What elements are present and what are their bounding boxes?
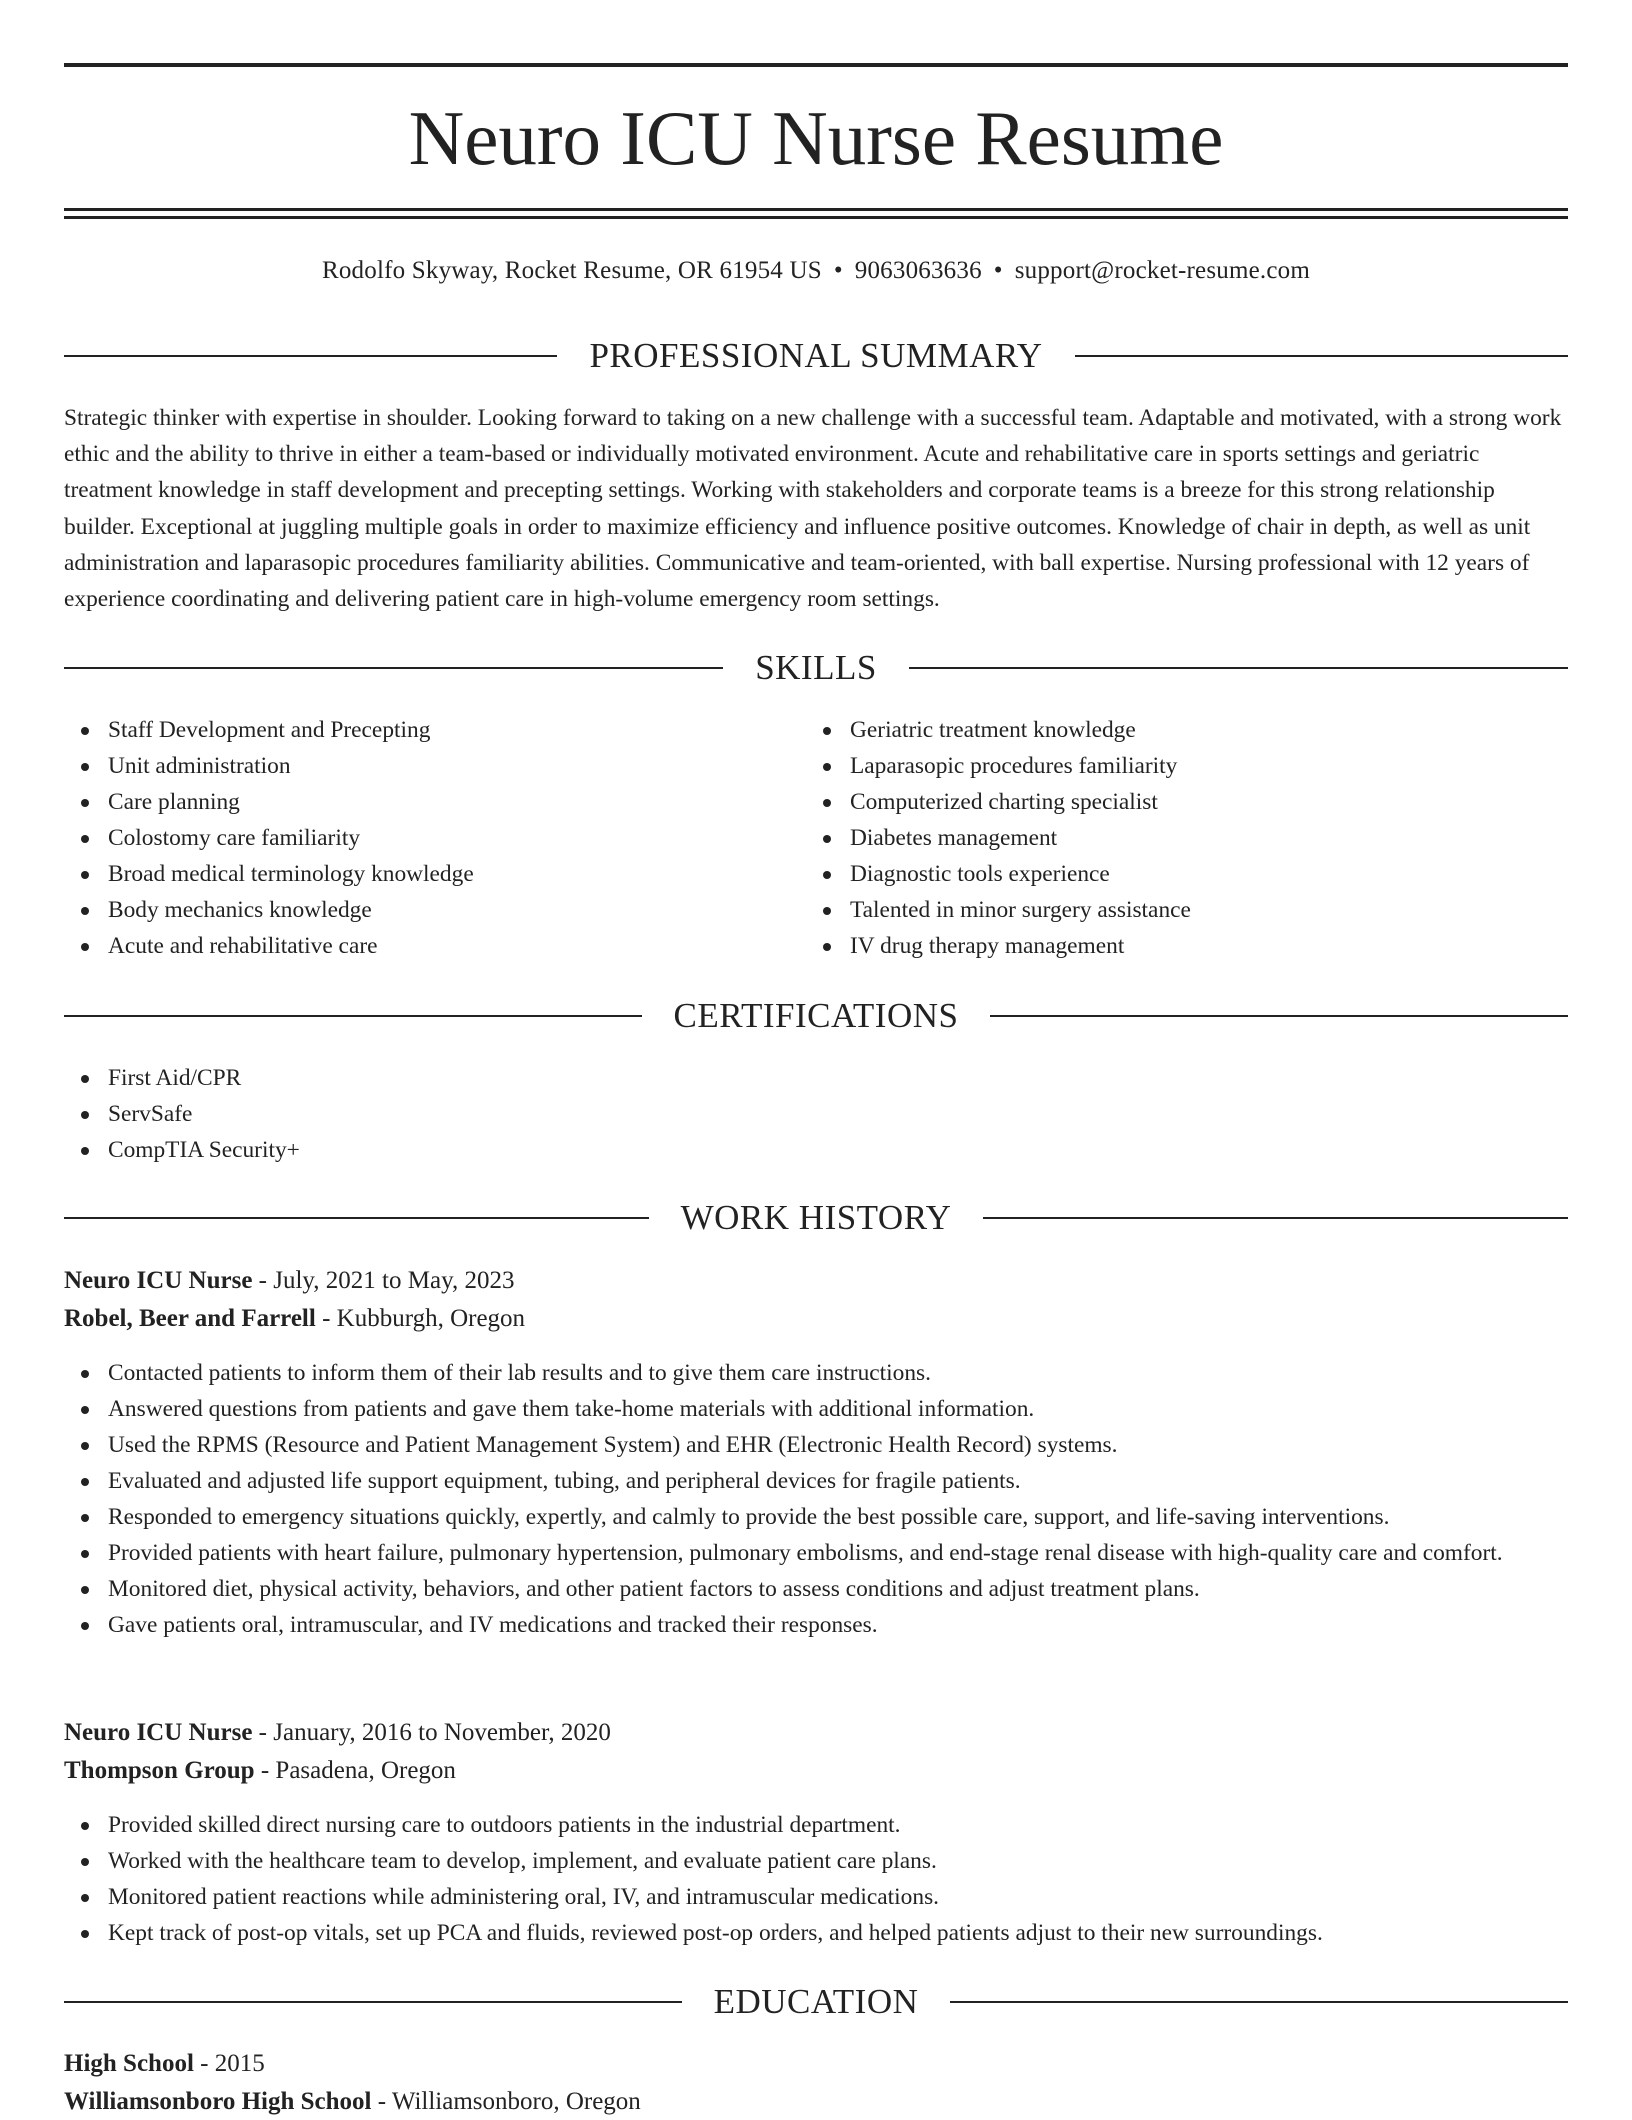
skill-item: Care planning	[64, 784, 764, 820]
heading-rule-right	[909, 667, 1568, 669]
job-company: Thompson Group	[64, 1757, 255, 1784]
job-duty-item: Provided skilled direct nursing care to outdoors patients in the industrial department.	[64, 1807, 1568, 1843]
job-location: Kubburgh, Oregon	[336, 1305, 526, 1332]
dash: -	[371, 2088, 392, 2115]
skills-heading-text: SKILLS	[755, 648, 877, 687]
job-company-line	[64, 1753, 1568, 1789]
contact-email: support@rocket-resume.com	[1014, 257, 1311, 284]
summary-heading	[64, 334, 1568, 378]
heading-rule-left	[64, 2001, 682, 2003]
contact-separator: •	[993, 257, 1003, 284]
job-company-line	[64, 1301, 1568, 1337]
skills-list-right	[806, 712, 1526, 964]
heading-rule-right	[950, 2001, 1568, 2003]
dash: -	[254, 1757, 276, 1784]
contact-phone: 9063063636	[854, 257, 982, 284]
skill-item: Unit administration	[64, 748, 764, 784]
skill-item: Acute and rehabilitative care	[64, 928, 764, 964]
skill-item: Talented in minor surgery assistance	[806, 892, 1526, 928]
job-duty-item: Responded to emergency situations quickly, expertly, and calmly to provide the best possible care, support, and life-saving interventions.	[64, 1499, 1544, 1535]
certification-item: CompTIA Security+	[64, 1132, 1568, 1168]
heading-rule-right	[990, 1015, 1568, 1017]
skills-list-left	[64, 712, 764, 964]
top-rule	[64, 63, 1568, 67]
job-duty-item: Monitored patient reactions while administering oral, IV, and intramuscular medications.	[64, 1879, 1568, 1915]
work-history-heading-text: WORK HISTORY	[680, 1198, 952, 1237]
education-heading-text: EDUCATION	[713, 1982, 919, 2021]
job-duties-list	[64, 1355, 1544, 1643]
contact-line	[64, 255, 1568, 287]
dash: -	[252, 1267, 274, 1294]
education-heading	[64, 1980, 1568, 2024]
heading-rule-left	[64, 1015, 642, 1017]
job-title-line	[64, 1715, 1568, 1751]
dash: -	[193, 2050, 215, 2077]
dash: -	[252, 1719, 274, 1746]
contact-separator: •	[833, 257, 843, 284]
skill-item: Computerized charting specialist	[806, 784, 1526, 820]
job-duty-item: Worked with the healthcare team to develop, implement, and evaluate patient care plans.	[64, 1843, 1568, 1879]
education-degree-line	[64, 2046, 1568, 2082]
heading-rule-left	[64, 1217, 649, 1219]
certification-item: ServSafe	[64, 1096, 1568, 1132]
job-dates: January, 2016 to November, 2020	[273, 1719, 611, 1746]
job-duty-item: Contacted patients to inform them of their lab results and to give them care instructions.	[64, 1355, 1544, 1391]
certifications-heading-text: CERTIFICATIONS	[673, 996, 959, 1035]
skill-item: Colostomy care familiarity	[64, 820, 764, 856]
skill-item: Broad medical terminology knowledge	[64, 856, 764, 892]
education-degree: High School	[64, 2050, 194, 2077]
title-rule-lower	[64, 216, 1568, 219]
job-duty-item: Gave patients oral, intramuscular, and IV medications and tracked their responses.	[64, 1607, 1544, 1643]
education-school: Williamsonboro High School	[64, 2088, 372, 2115]
skills-heading	[64, 646, 1568, 690]
skill-item: Laparasopic procedures familiarity	[806, 748, 1526, 784]
skill-item: Diabetes management	[806, 820, 1526, 856]
heading-rule-right	[1075, 355, 1568, 357]
skill-item: Staff Development and Precepting	[64, 712, 764, 748]
job-title: Neuro ICU Nurse	[64, 1719, 253, 1746]
contact-address: Rodolfo Skyway, Rocket Resume, OR 61954 US	[321, 257, 822, 284]
job-company: Robel, Beer and Farrell	[64, 1305, 316, 1332]
certifications-heading	[64, 994, 1568, 1038]
education-school-line	[64, 2084, 1568, 2120]
job-duty-item: Monitored diet, physical activity, behaviors, and other patient factors to assess conditions and adjust treatment plans.	[64, 1571, 1544, 1607]
dash: -	[315, 1305, 337, 1332]
education-year: 2015	[214, 2050, 265, 2077]
skill-item: Body mechanics knowledge	[64, 892, 764, 928]
job-location: Pasadena, Oregon	[275, 1757, 456, 1784]
job-dates: July, 2021 to May, 2023	[273, 1267, 515, 1294]
job-duty-item: Used the RPMS (Resource and Patient Management System) and EHR (Electronic Health Record) systems.	[64, 1427, 1544, 1463]
job-title-line	[64, 1263, 1568, 1299]
summary-text: Strategic thinker with expertise in shoulder. Looking forward to taking on a new challenge with a successful team. Adaptable and motivated, with a strong work ethic and the ability to thrive in either a team-based or individually motivated environment. Acute and rehabilitative care in sports settings and geriatric treatment knowledge in staff development and precepting settings. Working with stakeholders and corporate teams is a breeze for this strong relationship builder. Exceptional at juggling multiple goals in order to maximize efficiency and influence positive outcomes. Knowledge of chair in depth, as well as unit administration and laparasopic procedures familiarity abilities. Communicative and team-oriented, with ball expertise. Nursing professional with 12 years of experience coordinating and delivering patient care in high-volume emergency room settings.	[64, 405, 1562, 613]
certifications-list	[64, 1060, 1568, 1168]
job-duties-list	[64, 1807, 1568, 1951]
summary-heading-text: PROFESSIONAL SUMMARY	[589, 336, 1043, 375]
heading-rule-right	[983, 1217, 1568, 1219]
title-rule-upper	[64, 208, 1568, 211]
job-duty-item: Evaluated and adjusted life support equipment, tubing, and peripheral devices for fragile patients.	[64, 1463, 1544, 1499]
skill-item: IV drug therapy management	[806, 928, 1526, 964]
heading-rule-left	[64, 355, 557, 357]
heading-rule-left	[64, 667, 723, 669]
job-title: Neuro ICU Nurse	[64, 1267, 253, 1294]
education-location: Williamsonboro, Oregon	[391, 2088, 641, 2115]
job-duty-item: Kept track of post-op vitals, set up PCA and fluids, reviewed post-op orders, and helped patients adjust to their new surroundings.	[64, 1915, 1568, 1951]
job-duty-item: Answered questions from patients and gave them take-home materials with additional information.	[64, 1391, 1544, 1427]
page-title: Neuro ICU Nurse Resume	[408, 95, 1224, 181]
skill-item: Diagnostic tools experience	[806, 856, 1526, 892]
skill-item: Geriatric treatment knowledge	[806, 712, 1526, 748]
job-duty-item: Provided patients with heart failure, pulmonary hypertension, pulmonary embolisms, and end-stage renal disease with high-quality care and comfort.	[64, 1535, 1544, 1571]
work-history-heading	[64, 1196, 1568, 1240]
certification-item: First Aid/CPR	[64, 1060, 1568, 1096]
